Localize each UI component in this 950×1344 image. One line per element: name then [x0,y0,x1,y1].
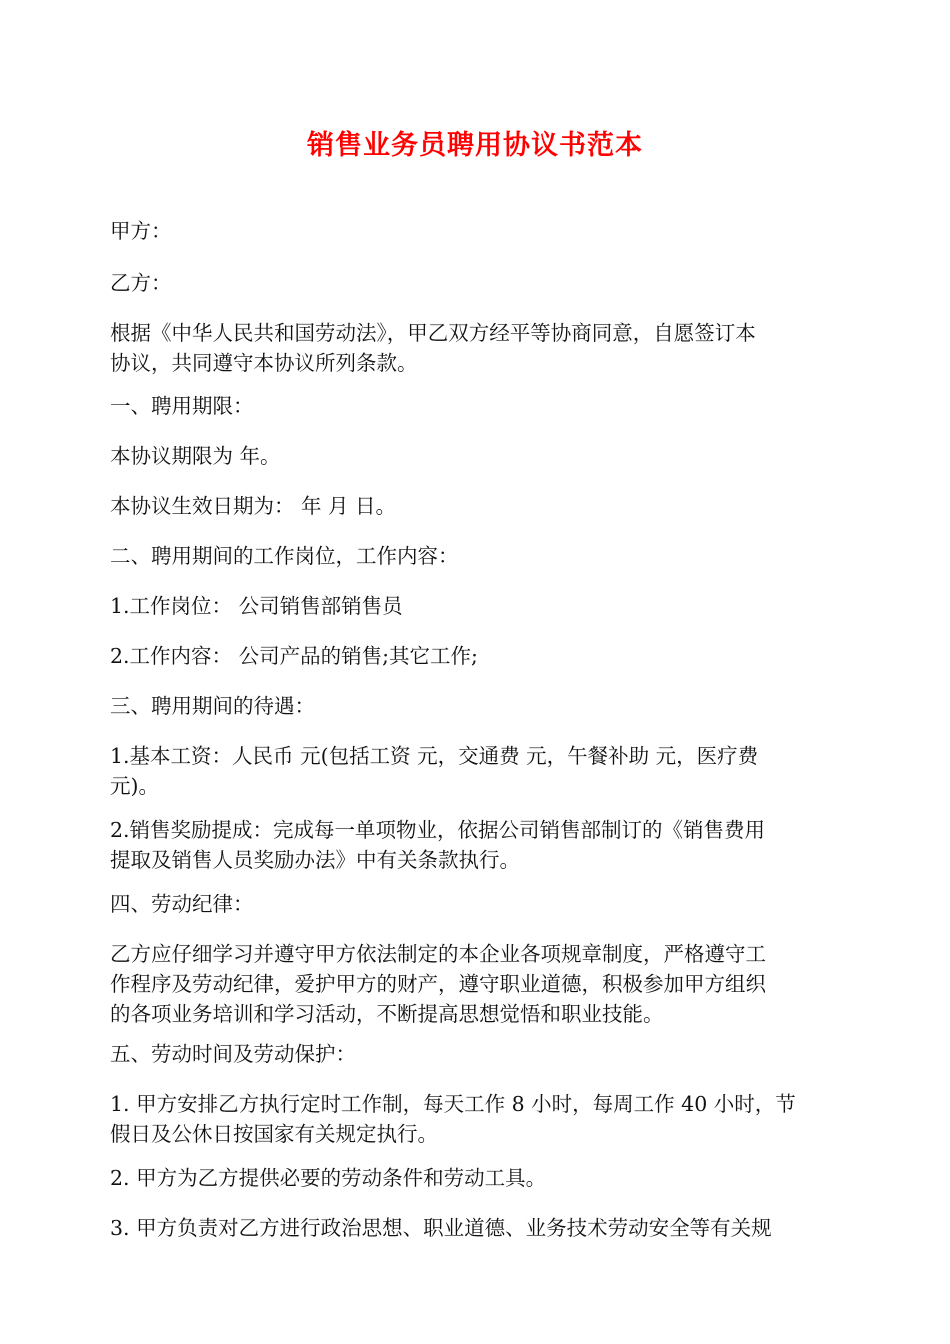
document-title: 销售业务员聘用协议书范本 [307,130,643,161]
text-line: 2.销售奖励提成：完成每一单项物业，依据公司销售部制订的《销售费用 [110,818,766,842]
text-line: 假日及公休日按国家有关规定执行。 [110,1122,438,1146]
text-line: 提取及销售人员奖励办法》中有关条款执行。 [110,848,520,872]
paragraph-base-salary [110,741,842,801]
text-line: 3. 甲方负责对乙方进行政治思想、职业道德、业务技术劳动安全等有关规 [110,1216,772,1240]
text-line: 三、聘用期间的待遇： [110,694,315,718]
text-line: 本协议期限为 年。 [110,444,281,468]
paragraph-sales-commission [110,815,842,875]
section-heading-treatment [110,691,842,721]
text-line: 二、聘用期间的工作岗位，工作内容： [110,544,459,568]
paragraph-hours-2 [110,1163,842,1193]
text-line: 1.基本工资：人民币 元(包括工资 元，交通费 元，午餐补助 元，医疗费 [110,744,759,768]
text-line: 四、劳动纪律： [110,892,254,916]
text-line: 本协议生效日期为： 年 月 日。 [110,494,397,518]
text-line: 一、聘用期限： [110,394,254,418]
paragraph-hours-3 [110,1213,842,1243]
text-line: 根据《中华人民共和国劳动法》，甲乙双方经平等协商同意，自愿签订本 [110,321,756,345]
text-line: 的各项业务培训和学习活动，不断提高思想觉悟和职业技能。 [110,1002,664,1026]
section-heading-working-hours [110,1039,842,1069]
text-line: 协议，共同遵守本协议所列条款。 [110,351,418,375]
paragraph-hours-1 [110,1089,842,1149]
text-line: 乙方应仔细学习并遵守甲方依法制定的本企业各项规章制度，严格遵守工 [110,942,766,966]
paragraph-term-years [110,441,842,471]
paragraph-party-b [110,268,842,298]
paragraph-effective-date [110,491,842,521]
section-heading-term [110,391,842,421]
section-heading-position [110,541,842,571]
paragraph-preamble [110,318,842,378]
text-line: 1. 甲方安排乙方执行定时工作制，每天工作 8 小时，每周工作 40 小时，节 [110,1092,796,1116]
text-line: 甲方： [110,219,172,243]
paragraph-discipline [110,939,842,1029]
text-line: 元)。 [110,774,159,798]
paragraph-party-a [110,216,842,246]
text-line: 作程序及劳动纪律，爱护甲方的财产，遵守职业道德，积极参加甲方组织 [110,972,766,996]
paragraph-job-content [110,641,842,671]
section-heading-discipline [110,889,842,919]
text-line: 五、劳动时间及劳动保护： [110,1042,356,1066]
paragraph-job-position [110,591,842,621]
text-line: 1.工作岗位： 公司销售部销售员 [110,594,403,618]
text-line: 乙方： [110,271,172,295]
text-line: 2. 甲方为乙方提供必要的劳动条件和劳动工具。 [110,1166,547,1190]
text-line: 2.工作内容： 公司产品的销售;其它工作; [110,644,478,668]
